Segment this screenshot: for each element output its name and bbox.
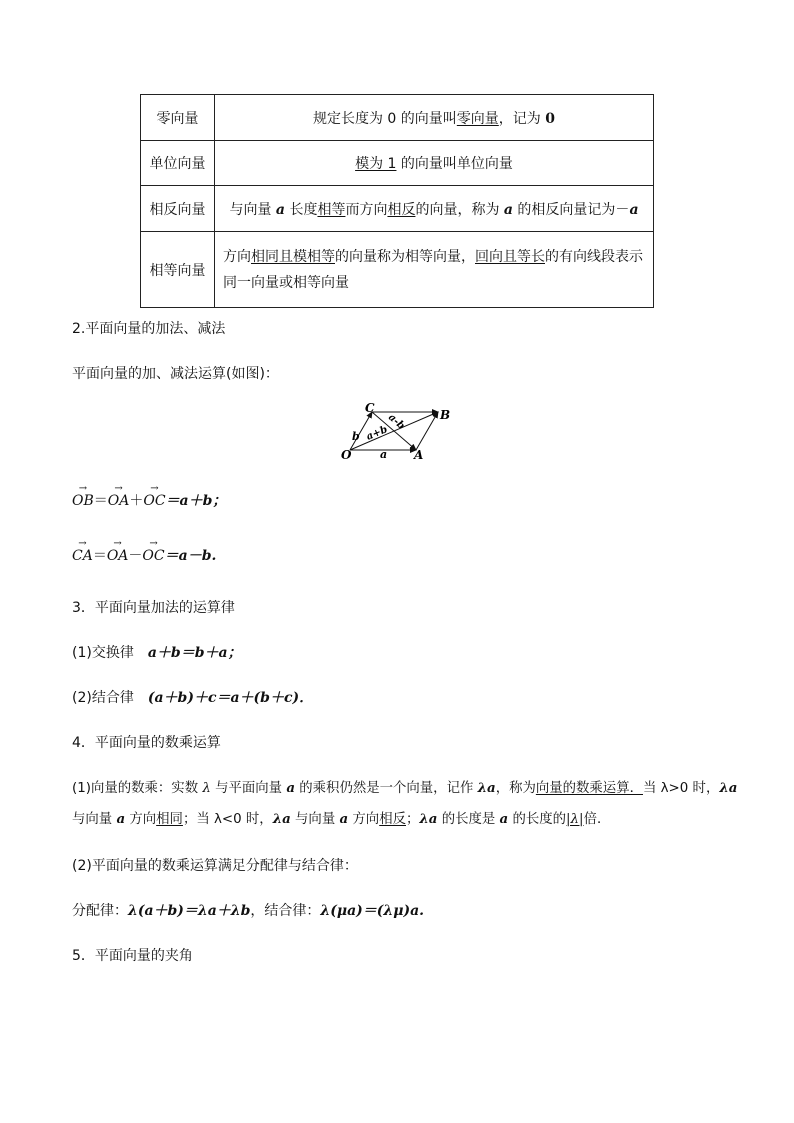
underlined-term: 相同 <box>156 812 183 827</box>
vector-symbol: a <box>629 201 639 218</box>
vector-OA <box>106 538 129 564</box>
def-text: 而方向 <box>345 201 388 218</box>
scalar-mult-laws-intro: (2)平面向量的数乘运算满足分配律与结合律： <box>72 858 358 874</box>
formula-subtraction <box>72 538 217 565</box>
vector-arrow-icon: → <box>149 538 158 549</box>
vector-label: OC <box>143 493 166 509</box>
term-label: 相反向量 <box>149 201 206 218</box>
commutative-law <box>72 642 242 662</box>
formula-addition <box>72 483 227 510</box>
body-text: 的长度的 <box>508 812 567 827</box>
definitions-table <box>140 94 654 308</box>
term-cell <box>141 95 215 141</box>
law-label: (2)结合律 <box>72 690 148 706</box>
term-label: 相等向量 <box>149 262 206 279</box>
vector-OB <box>72 483 94 509</box>
body-text: (1)向量的数乘：实数 <box>72 781 203 796</box>
body-text: 方向 <box>125 812 157 827</box>
math-expression: λ(μa)＝(λμ)a. <box>320 903 425 919</box>
def-underlined: 零向量 <box>456 110 499 127</box>
definition-cell <box>215 95 654 141</box>
vector-label: CA <box>72 548 93 564</box>
vector-arrow-icon: → <box>113 538 122 549</box>
vector-symbol: a <box>286 780 296 796</box>
section-2-intro: 平面向量的加、减法运算(如图)： <box>72 366 279 382</box>
scalar-mult-definition-line-1 <box>72 777 737 796</box>
def-underlined: 相等 <box>317 201 346 218</box>
label-a: a <box>380 448 388 461</box>
vector-arrow-icon: → <box>114 483 123 494</box>
section-4-heading: 4．平面向量的数乘运算 <box>72 735 221 751</box>
vector-CA <box>72 538 93 564</box>
associative-law <box>72 687 313 707</box>
body-text: 与平面向量 <box>210 781 287 796</box>
plus-sign: ＋ <box>129 493 144 509</box>
vector-symbol: a <box>116 811 126 827</box>
formula-rhs: ＝a－b. <box>164 548 217 564</box>
math-expression: λa <box>477 780 496 796</box>
table-row <box>141 141 654 186</box>
math-expression: λa <box>719 780 738 796</box>
term-label: 零向量 <box>156 110 199 127</box>
def-underlined: 相等 <box>307 248 335 265</box>
vector-OC <box>143 483 166 509</box>
vector-ab-arrow <box>416 412 438 450</box>
section-2-heading: 2.平面向量的加法、减法 <box>72 321 226 337</box>
vector-OC <box>142 538 165 564</box>
body-text: 与向量 <box>290 812 340 827</box>
term-cell <box>141 141 215 186</box>
definition-cell <box>215 232 654 308</box>
term-cell <box>141 232 215 308</box>
term-label: 单位向量 <box>149 156 206 172</box>
def-text: 的向量叫单位向量 <box>396 156 513 172</box>
vector-label: OB <box>72 493 94 509</box>
section-3-heading: 3．平面向量加法的运算律 <box>72 600 235 616</box>
vector-label: OA <box>106 548 129 564</box>
underlined-term: 向量的数乘运算． <box>535 781 643 796</box>
underlined-term: |λ| <box>566 812 584 827</box>
label-C: C <box>365 401 375 415</box>
def-bold-symbol: 0 <box>545 110 555 127</box>
math-expression: λ(a＋b)＝λa＋λb <box>128 903 251 919</box>
formula-rhs: ＝a＋b； <box>165 493 227 509</box>
table-row <box>141 186 654 232</box>
law-label: (1)交换律 <box>72 645 148 661</box>
label-B: B <box>440 408 451 422</box>
underlined-term: 相反 <box>379 812 406 827</box>
body-text: 分配律： <box>72 903 128 919</box>
definition-cell <box>215 186 654 232</box>
vector-symbol: a <box>503 201 513 218</box>
body-text: 与向量 <box>72 812 117 827</box>
vector-arrow-icon: → <box>78 483 88 494</box>
vector-parallelogram-diagram <box>330 398 460 464</box>
body-text: 的乘积仍然是一个向量，记作 <box>295 781 478 796</box>
equals-sign: ＝ <box>92 548 107 564</box>
vector-symbol: a <box>339 811 349 827</box>
body-text: 方向 <box>348 812 380 827</box>
def-text: 规定长度为 0 的向量叫 <box>312 110 457 127</box>
law-expression: (a＋b)＋c＝a＋(b＋c)． <box>147 690 314 706</box>
section-5-heading: 5．平面向量的夹角 <box>72 948 193 964</box>
label-a-plus-b: a+b <box>364 424 390 443</box>
scalar-mult-definition-line-2 <box>72 808 610 827</box>
vector-arrow-icon: → <box>78 538 87 549</box>
term-cell <box>141 186 215 232</box>
body-text: 当 λ>0 时， <box>642 781 720 796</box>
definition-cell <box>215 141 654 186</box>
vector-symbol: a <box>275 201 285 218</box>
math-expression: λa <box>419 811 438 827</box>
def-underlined: 相反 <box>387 201 416 218</box>
def-text: 的有向线段表示 <box>545 248 643 265</box>
vector-label: OC <box>142 548 165 564</box>
equals-sign: ＝ <box>93 493 108 509</box>
vector-label: OA <box>107 493 130 509</box>
def-text: 长度 <box>285 201 318 218</box>
def-underlined: 相同且模 <box>251 248 307 265</box>
def-underlined: 回向且等长 <box>475 248 545 265</box>
body-text: 倍． <box>583 812 611 827</box>
lambda-symbol: λ <box>202 781 211 796</box>
label-b: b <box>352 430 360 443</box>
def-text: 方向 <box>223 248 251 265</box>
law-expression: a＋b＝b＋a； <box>147 645 242 661</box>
label-A: A <box>414 448 424 462</box>
def-text: 的向量称为相等向量， <box>335 248 475 265</box>
minus-sign: － <box>128 548 143 564</box>
math-expression: λa <box>272 811 291 827</box>
body-text: ； <box>405 812 420 827</box>
vector-arrow-icon: → <box>150 483 159 494</box>
def-text: ，记为 <box>498 110 546 127</box>
body-text: ，称为 <box>495 781 536 796</box>
vector-symbol: a <box>499 811 509 827</box>
table-row <box>141 95 654 141</box>
label-a-minus-b: a-b <box>386 411 407 432</box>
vector-OA <box>107 483 130 509</box>
distributive-associative-laws <box>72 900 424 920</box>
def-text: 的相反向量记为－ <box>512 201 630 218</box>
table-row <box>141 232 654 308</box>
def-underlined: 模为 1 <box>355 156 397 172</box>
body-text: ；当 λ<0 时， <box>182 812 273 827</box>
body-text: 的长度是 <box>437 812 500 827</box>
def-text: 同一向量或相等向量 <box>223 274 349 291</box>
def-text: 的向量，称为 <box>415 201 504 218</box>
label-O: O <box>341 448 352 462</box>
body-text: ，结合律： <box>250 903 321 919</box>
def-text: 与向量 <box>229 201 276 218</box>
